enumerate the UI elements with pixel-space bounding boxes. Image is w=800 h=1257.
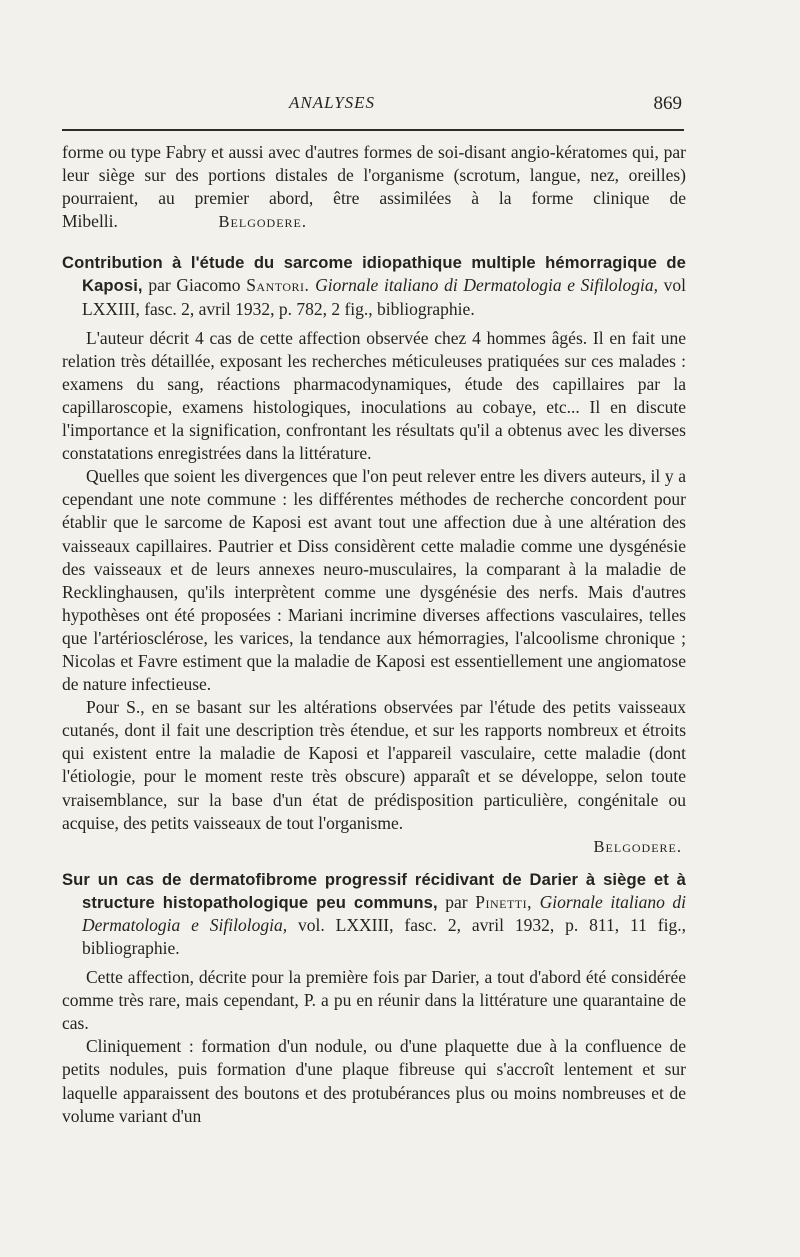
reviewer-signature: Belgodere. (218, 212, 307, 232)
article-1-signature: Belgodere. (593, 836, 682, 856)
header-rule (62, 129, 684, 131)
article-1-paragraph-3: Pour S., en se basant sur les altérations observées par l'étude des petits vaisseaux cutanés, dont il fait une description très étendue, et sur les rapports nombreux et étroits qui existent entre la maladie de Kaposi et l'appareil vasculaire, cette maladie (dont l'étiologie, pour le moment reste très obscure) apparaît et se développe, selon toute vraisemblance, sur la base d'un état de prédisposition particulière, congénitale ou acquise, des petits vaisseaux de tout l'organisme. (62, 697, 686, 833)
article-1-paragraph-2: Quelles que soient les divergences que l'on peut relever entre les divers auteurs, il y a cependant une note commune : les différentes méthodes de recherche concordent pour établir que le sarcome de Kaposi est avant tout une affection due à une altération des vaisseaux capillaires. Pautrier et Diss considèrent cette maladie comme une dysgénésie des vaisseaux et de leurs annexes neuro-musculaires, la comparant à la maladie de Recklinghausen, qu'ils interprètent comme une dysgénésie des nerfs. Mais d'autres hypothèses ont été proposées : Mariani incrimine diverses affections vasculaires, telles que l'artériosclérose, les varices, la tendance aux hémorragies, l'alcoolisme chronique ; Nicolas et Favre estiment que la maladie de Kaposi est essentiellement une angiomatose de nature infectieuse. (62, 466, 686, 695)
continued-paragraph (62, 141, 686, 233)
running-title: ANALYSES (288, 93, 376, 112)
article-2-heading (62, 868, 686, 960)
page-header (62, 93, 686, 117)
article-1-journal: Giornale italiano di Dermatologia e Sifilologia, (315, 275, 658, 296)
body-text (62, 141, 686, 1128)
article-2-author: Pinetti, (475, 891, 532, 912)
article-1-author: Santori. (246, 275, 310, 296)
article-1-title: Contribution à l'étude du sarcome idiopathique multiple hémorragique de Kaposi, (62, 253, 686, 296)
article-2-title: Sur un cas de dermatofibrome progressif récidivant de Darier à siège et à structure histopathologique peu communs, (62, 869, 686, 912)
article-2-reference: vol. LXXIII, fasc. 2, avril 1932, p. 811, 11 fig., bibliographie. (82, 914, 686, 958)
article-1-heading (62, 251, 686, 320)
article-1-reference: vol LXXIII, fasc. 2, avril 1932, p. 782, 2 fig., bibliographie. (82, 275, 687, 319)
continued-paragraph-text: forme ou type Fabry et aussi avec d'autres formes de soi-disant angio-kératomes qui, par leur siège sur des portions distales de l'organisme (scrotum, langue, nez, oreilles) pourraient, au premier abord, être assimilées à la forme clinique de Mibelli. (62, 142, 686, 232)
article-1-by: par Giacomo (148, 275, 241, 296)
article-2-journal: Giornale italiano di Dermatologia e Sifilologia, (82, 891, 687, 935)
article-1-signature-line (62, 835, 686, 858)
article-1-paragraph-1: L'auteur décrit 4 cas de cette affection observée chez 4 hommes âgés. Il en fait une relation très détaillée, exposant les recherches méticuleuses pratiquées sur ces malades : examens du sang, réactions pharmacodynamiques, étude des capillaires par la capillaroscopie, examens histologiques, inoculations au cobaye, etc... Il en discute l'importance et la signification, confrontant les résultats qu'il a obtenus avec les diverses constatations enregistrées dans la littérature. (62, 327, 686, 464)
article-2-paragraph-1: Cette affection, décrite pour la première fois par Darier, a tout d'abord été considérée comme très rare, mais cependant, P. a pu en réunir dans la littérature une quarantaine de cas. (62, 967, 686, 1034)
article-2-paragraph-2: Cliniquement : formation d'un nodule, ou d'une plaquette due à la confluence de petits nodules, puis formation d'une plaque fibreuse qui s'accroît lentement et sur laquelle apparaissent des boutons et des protubérances plus ou moins nombreuses et de volume variant d'un (62, 1036, 686, 1126)
article-2-by: par (445, 891, 468, 912)
page-number: 869 (653, 93, 682, 114)
